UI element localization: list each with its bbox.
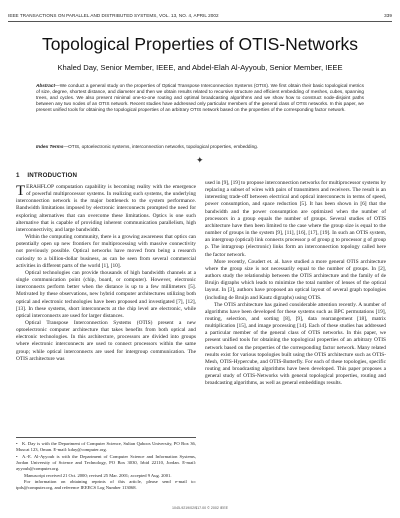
- paragraph-text: ERAHFLOP computation capability is becoming reality with the emergence of powerful multiprocessor systems. In realizing such systems, the underlying interconnection network is the major bottleneck to the system performance. Bandwidth limitations imposed by electronic interconnects prompted the need for exploring alternatives that can overcome these limitations. Optics is one such alternative that is capable of providing inherent communication parallelism, high interconnectivity, and large bandwidth.: [16, 184, 196, 233]
- footnote: [16, 454, 196, 472]
- footnote-text: A.-E. Al-Ayyoub is with the Department of Computer Science and Information Systems, Jordan University of Science and Technology, PO Box 3030, Irbid 22110, Jordan. E-mail: ayyoub@computer.org.: [16, 453, 196, 471]
- abstract-text: —We conduct a general study on the properties of Optical Transpose Interconnection Systems (OTIS). We first obtain their basic topological metrics of size, degree, shortest distance, and diameter and then we obtain results related to recursive structure and efficient embedding of meshes, cubes, spanning trees, and cycles. We also present minimal one-to-one routing and optimal broadcasting algorithms and we show how to construct node-disjoint paths between any two nodes of an OTIS network. Recent studies have addressed only particular members of the general class of OTIS networks. In this paper, we present unified tools for obtaining the topological properties of an arbitrary OTIS network based on the properties of the corresponding factor network.: [36, 83, 364, 113]
- footnotes: [16, 437, 196, 492]
- section-divider-icon: ✦: [196, 156, 204, 166]
- footnote: [16, 441, 196, 453]
- paragraph: Optical Transpose Interconnection Systems (OTIS) present a new optoelectronic computer architecture that takes benefits from both optical and electronic technologies. In this architecture, processors are divided into groups where electronic interconnects are used to connect processors within the same group; while optical interconnects are used for intergroup communication. The OTIS architecture was: [16, 319, 196, 362]
- authors: Khaled Day, Senior Member, IEEE, and Abdel-Elah Al-Ayyoub, Senior Member, IEEE: [57, 63, 343, 72]
- paragraph: used in [9], [19] to propose interconnection networks for multiprocessor systems by replacing a subset of wires with pairs of transmitters and receivers. The result is an interesting trade-off between electrical and optical interconnects in terms of speed, power consumption, and space reduction [5]. It has been shown in [6] that the bandwidth and the power consumption are optimized when the number of processors in a group equals the number of groups. Several studies of OTIS architecture have then been limited to the case where the group size is equal to the number of groups in the system [9], [11], [16], [17], [19]. In such an OTIS system, an intergroup (optical) link connects processor p of group g to processor g of group p. The intragroup (electronic) links form an interconnection topology called here the factor network.: [205, 180, 386, 258]
- right-column: [205, 180, 386, 388]
- paragraph: [16, 184, 196, 234]
- footnote: Manuscript received 21 Oct. 2000; revised 25 Mar. 2001; accepted 9 Aug. 2001.: [24, 472, 172, 478]
- journal-name: IEEE TRANSACTIONS ON PARALLEL AND DISTRIBUTED SYSTEMS, VOL. 13, NO. 4, APRIL 2002: [8, 13, 219, 18]
- copyright-line: 1045-9219/02/$17.00 © 2002 IEEE: [172, 506, 228, 510]
- running-head: [8, 13, 392, 18]
- paper-title: Topological Properties of OTIS-Networks: [41, 34, 359, 54]
- drop-cap: T: [16, 183, 26, 199]
- footnote-rule: [16, 437, 196, 438]
- footnote-text: K. Day is with the Department of Computer Science, Sultan Qaboos University, PO Box 36, Muscat 123, Oman. E-mail: kday@computer.org.: [16, 441, 196, 452]
- paragraph: More recently, Coudert et. al. have studied a more general OTIS architecture where the group size is not necessarily equal to the number of groups. In [2], authors study the relationship between the OTIS architecture and the family of de Bruijn digraphs which leads to minimize the total number of lenses of the optical layout. In [3], authors have proposed an optical layout of several graph topologies (including de Bruijn and Kautz digraphs) using OTIS.: [205, 258, 386, 301]
- abstract-label: Abstract: [36, 83, 56, 88]
- section-number: 1: [16, 172, 20, 179]
- page-number: 339: [384, 13, 392, 18]
- index-terms-text: —OTIS, optoelectronic systems, interconnection networks, topological properties, embedding.: [63, 144, 259, 149]
- bullet-icon: •: [16, 453, 18, 459]
- section-heading: [16, 172, 196, 179]
- paragraph: The OTIS architecture has gained considerable attention recently. A number of algorithms have been developed for these systems such as BPC permutations [19], routing, selection, and sorting [8], [9], data rearrangement [18], matrix multiplication [15], and image processing [14]. Each of these studies has addressed a particular member of the general class of OTIS networks. In this paper, we present unified tools for obtaining the topological properties of an arbitrary OTIS network based on the properties of the corresponding factor network. Many related results exist for various topologies built using the OTIS architecture such as OTIS-Mesh, OTIS-Hypercube, and OTIS-Butterfly. For each of these topologies, specific routing and broadcasting algorithms have been developed. This paper proposes a general study of OTIS-Networks with general topological properties, routing and broadcasting algorithms, as well as general embeddings results.: [205, 301, 386, 387]
- abstract: [36, 83, 364, 113]
- index-terms-label: Index Terms: [36, 144, 64, 149]
- section-title: INTRODUCTION: [27, 172, 78, 179]
- bullet-icon: •: [16, 441, 18, 446]
- index-terms: [36, 144, 364, 150]
- header-rule: [8, 21, 392, 22]
- paragraph: Optical technologies can provide thousands of high bandwidth channels at a single communication point (chip, board, or computer). However, electronic interconnects perform better when the distance is up to a few millimeters [5]. Motivated by these observations, new hybrid computer architectures utilizing both optical and electronic technologies have been proposed and investigated [7], [12], [13]. In these systems, short interconnects at the chip level are electronic, while optical interconnects are used for larger distances.: [16, 269, 196, 319]
- paragraph: Within the computing community, there is a growing awareness that optics can potentially open up new frontiers for multiprocessing with massive connectivity not previously possible. Optical networks have moved from being a research curiosity to a billion-dollar business, as can be seen from several commercial activities in different parts of the world [1], [10].: [16, 234, 196, 269]
- left-column: [16, 168, 196, 363]
- footnote: For information on obtaining reprints of this article, please send e-mail to: tpds@computer.org, and reference IEEECS Log Number 113068.: [16, 479, 196, 491]
